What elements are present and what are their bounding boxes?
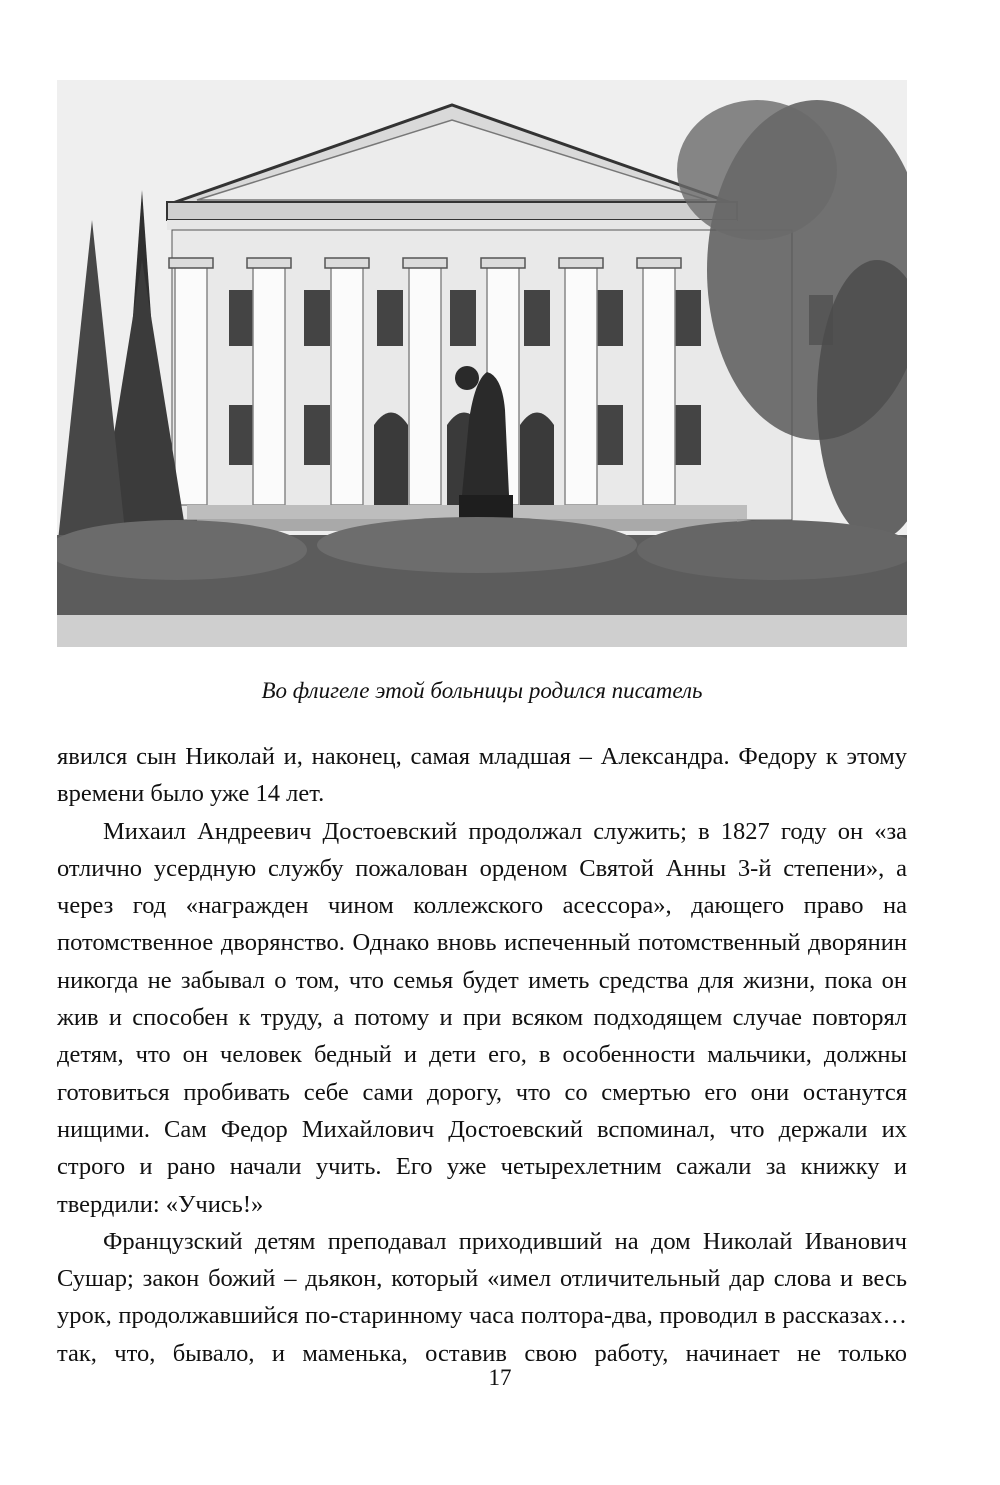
- body-text: [57, 738, 907, 1372]
- photo-caption: Во флигеле этой больницы родился писатель: [261, 678, 703, 703]
- page-number: 17: [488, 1365, 512, 1390]
- paragraph: Михаил Андреевич Достоевский продолжал служить; в 1827 году он «за отлично усердную службу пожалован орденом Святой Анны 3-й степени», а через год «награжден чином коллежского асессора», дающего право на потомственное дворянство. Однако вновь испеченный потомственный дворянин никогда не забывал о том, что семья будет иметь средства для жизни, пока он жив и способен к труду, а потому и при всяком подходящем случае повторял детям, что он человек бедный и дети его, в особенности мальчики, должны готовиться пробивать себе сами дорогу, что со смертью его они останутся нищими. Сам Федор Михайлович Достоевский вспоминал, что держали их строго и рано начали учить. Его уже четырехлетним сажали за книжку и твердили: «Учись!»: [57, 817, 907, 1218]
- building-photo: [57, 80, 907, 647]
- building-illustration: [57, 80, 907, 647]
- paragraph: явился сын Николай и, наконец, самая младшая – Александра. Федору к этому времени было уже 14 лет.: [57, 743, 907, 808]
- paragraph: Французский детям преподавал приходивший на дом Николай Иванович Сушар; закон божий – дьякон, который «имел отличительный дар слова и весь урок, продолжавшийся по-старинному часа полтора-два, проводил в рассказах… так, что, бывало, и маменька, оставив свою работу, начинает не только: [57, 1227, 907, 1367]
